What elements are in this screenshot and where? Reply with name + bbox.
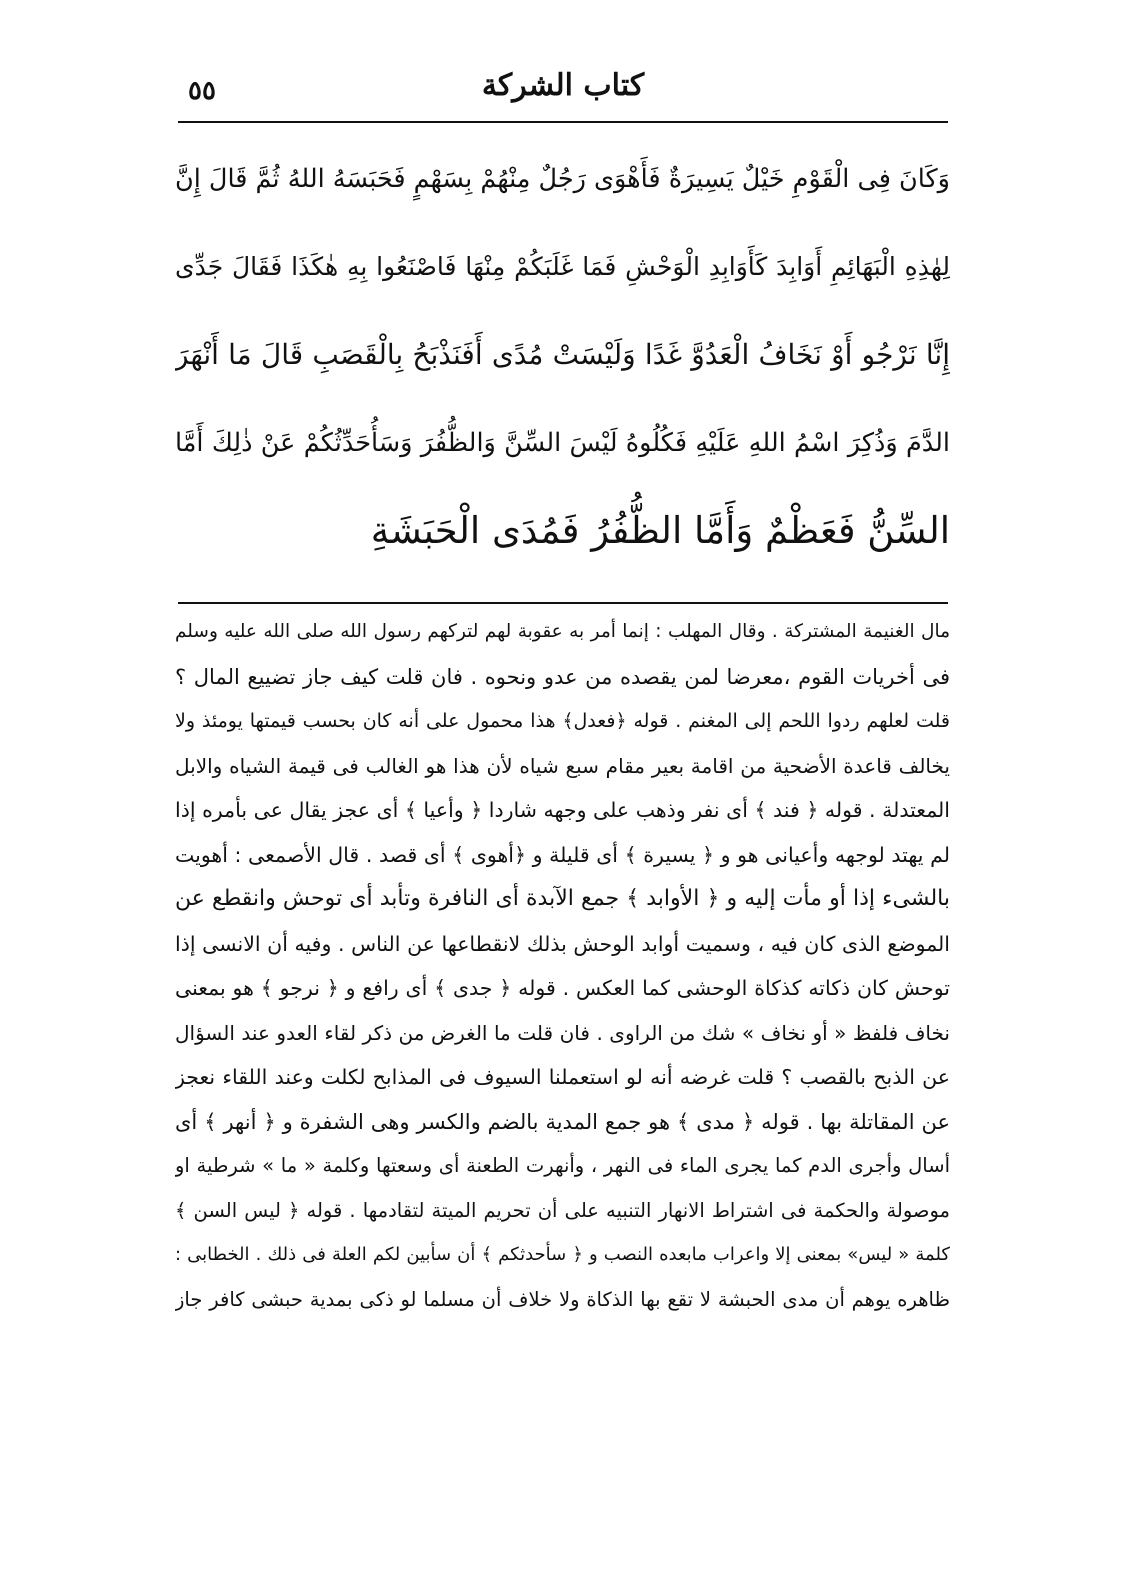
- hadith-line: السِّنُّ فَعَظْمٌ وَأَمَّا الظُّفُرُ فَمُدَى الْحَبَشَةِ: [370, 509, 950, 552]
- commentary-line: يخالف قاعدة الأضحية من اقامة بعير مقام سبع شياه لأن هذا هو الغالب فى قيمة الشياه والابل: [175, 753, 950, 778]
- page-number: ٥٥: [188, 76, 216, 106]
- commentary-line: قلت لعلهم ردوا اللحم إلى المغنم . قوله ﴿فعدل﴾ هذا محمول على أنه كان بحسب قيمتها يومئذ ولا: [175, 710, 950, 732]
- commentary-line: المعتدلة . قوله ﴿ فند ﴾ أى نفر وذهب على وجهه شاردا ﴿ وأعيا ﴾ أى عجز يقال عى بأمره إذا: [175, 798, 950, 822]
- running-title: كتاب الشركة: [481, 68, 645, 103]
- commentary-line: كلمة « ليس» بمعنى إلا واعراب مابعده النصب و ﴿ سأحدثكم ﴾ أن سأبين لكم العلة فى ذلك . الخطابى :: [175, 1244, 950, 1265]
- commentary-line: عن الذبح بالقصب ؟ قلت غرضه أنه لو استعملنا السيوف فى المذابح لكلت وعند اللقاء نعجز: [175, 1065, 950, 1089]
- commentary-line: توحش كان ذكاته كذكاة الوحشى كما العكس . قوله ﴿ جدى ﴾ أى رافع و ﴿ نرجو ﴾ هو بمعنى: [175, 976, 950, 1000]
- page-header: [178, 62, 948, 114]
- commentary-line: أسال وأجرى الدم كما يجرى الماء فى النهر ، وأنهرت الطعنة أى وسعتها وكلمة « ما » شرطية او: [175, 1154, 950, 1177]
- hadith-line: وَكَانَ فِى الْقَوْمِ خَيْلٌ يَسِيرَةٌ فَأَهْوَى رَجُلٌ مِنْهُمْ بِسَهْمٍ فَحَبَسَهُ اللهُ ثُمَّ قَالَ إِنَّ: [175, 164, 950, 194]
- commentary-line: ظاهره يوهم أن مدى الحبشة لا تقع بها الذكاة ولا خلاف أن مسلما لو ذكى بمدية حبشى كافر جاز: [175, 1287, 950, 1311]
- commentary-line: نخاف فلفظ « أو نخاف » شك من الراوى . فان قلت ما الغرض من ذكر لقاء العدو عند السؤال: [175, 1020, 950, 1045]
- commentary-line: بالشىء إذا أو مأت إليه و ﴿ الأوابد ﴾ جمع الآبدة أى النافرة وتأبد أى توحش وانقطع عن: [175, 886, 950, 911]
- commentary-line: لم يهتد لوجهه وأعيانى هو و ﴿ يسيرة ﴾ أى قليلة و ﴿أهوى ﴾ أى قصد . قال الأصمعى : أهويت: [175, 842, 950, 867]
- hadith-line: إِنَّا نَرْجُو أَوْ نَخَافُ الْعَدُوَّ غَدًا وَلَيْسَتْ مُدًى أَفَنَذْبَحُ بِالْقَصَبِ قَالَ مَا أَنْهَرَ: [175, 338, 950, 371]
- header-rule: [178, 121, 948, 123]
- commentary-line: عن المقاتلة بها . قوله ﴿ مدى ﴾ هو جمع المدية بالضم والكسر وهى الشفرة و ﴿ أنهر ﴾ أى: [175, 1109, 950, 1134]
- commentary-line: الموضع الذى كان فيه ، وسميت أوابد الوحش بذلك لانقطاعها عن الناس . وفيه أن الانسى إذا: [175, 931, 950, 956]
- hadith-text: [175, 135, 950, 575]
- hadith-line: الدَّمَ وَذُكِرَ اسْمُ اللهِ عَلَيْهِ فَكُلُوهُ لَيْسَ السِّنَّ وَالظُّفُرَ وَسَأُحَدِّثُكُمْ عَنْ ذٰلِكَ أَمَّا: [175, 428, 950, 458]
- commentary-line: فى أخريات القوم ،معرضا لمن يقصده من عدو ونحوه . فان قلت كيف جاز تضييع المال ؟: [175, 664, 950, 689]
- section-divider-rule: [178, 602, 948, 604]
- hadith-line: لِهٰذِهِ الْبَهَائِمِ أَوَابِدَ كَأَوَابِدِ الْوَحْشِ فَمَا غَلَبَكُمْ مِنْهَا فَاصْنَعُوا بِهِ هٰكَذَا فَقَالَ جَدِّى: [175, 252, 950, 281]
- commentary-line: مال الغنيمة المشتركة . وقال المهلب : إنما أمر به عقوبة لهم لتركهم رسول الله صلى الله عليه وسلم: [175, 621, 950, 642]
- commentary-line: موصولة والحكمة فى اشتراط الانهار التنبيه على أن تحريم الميتة لتقادمها . قوله ﴿ ليس السن ﴾: [175, 1198, 950, 1222]
- commentary-text: [175, 610, 950, 1322]
